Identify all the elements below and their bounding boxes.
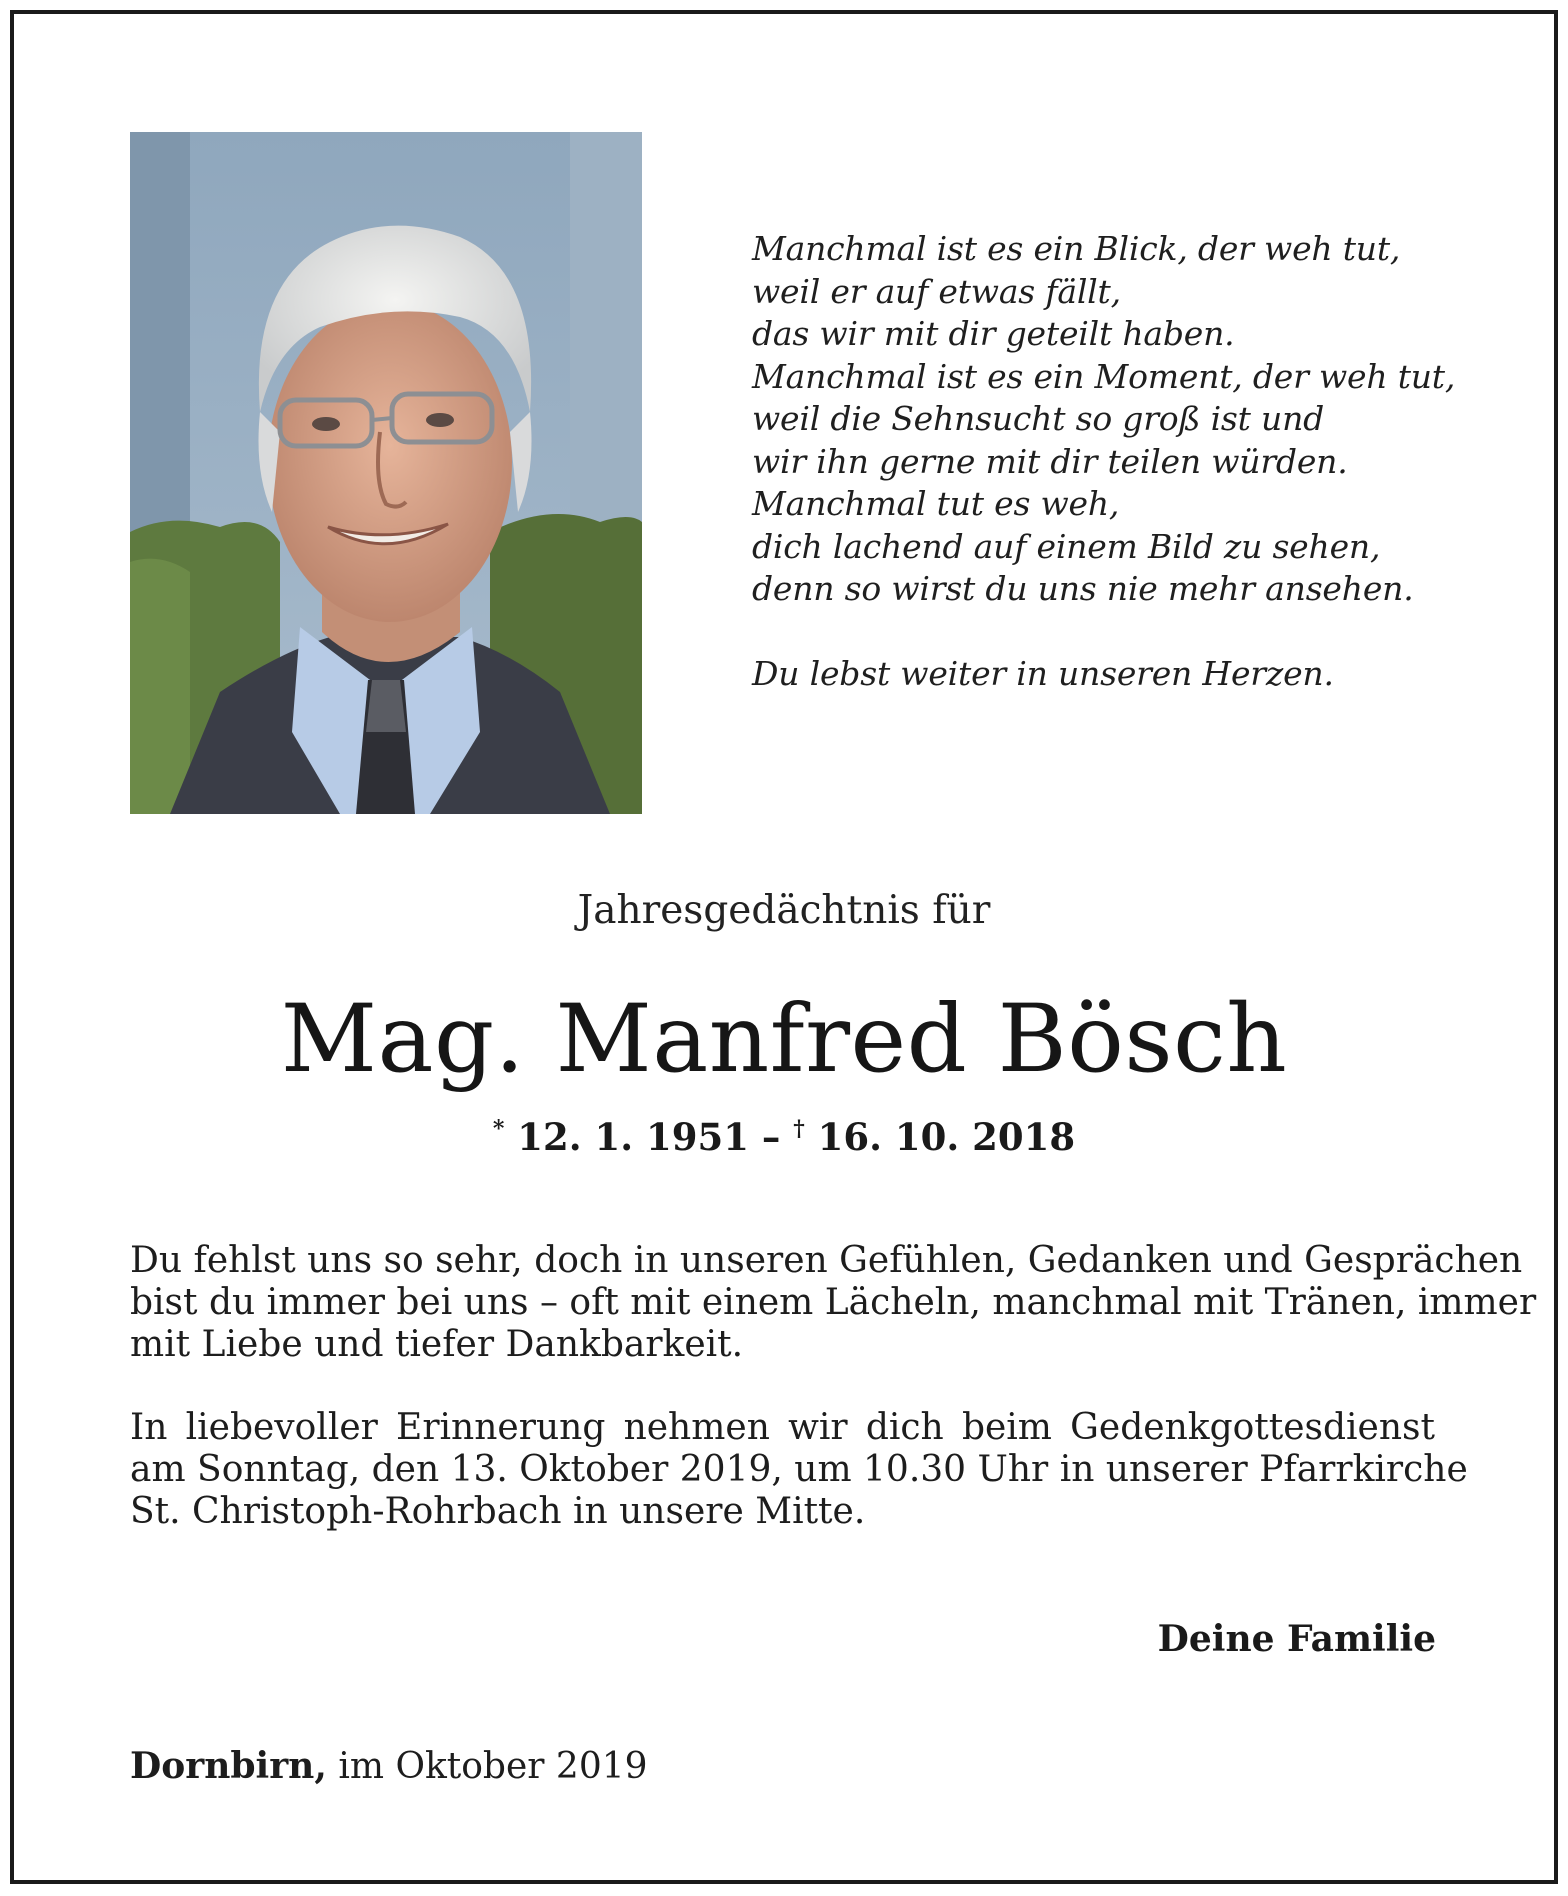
poem: [752, 228, 1456, 695]
poem-closing: Du lebst weiter in unseren Herzen.: [752, 653, 1334, 693]
place-month: im Oktober 2019: [338, 1746, 648, 1787]
paragraph-line: Du fehlst uns so sehr, doch in unseren Gefühlen, Gedanken und Gesprächen: [130, 1240, 1523, 1281]
paragraph-line: St. Christoph-Rohrbach in unsere Mitte.: [130, 1491, 866, 1532]
memorial-intro: Jahresgedächtnis für: [577, 888, 991, 933]
place-date: [130, 1745, 648, 1787]
death-date: 16. 10. 2018: [817, 1115, 1076, 1159]
poem-line: das wir mit dir geteilt haben.: [752, 314, 1235, 353]
poem-line: weil er auf etwas fällt,: [752, 271, 1121, 311]
life-dates: [0, 1115, 1568, 1159]
portrait-photo: [130, 132, 642, 814]
place-city: Dornbirn,: [130, 1745, 327, 1787]
poem-line: Manchmal tut es weh,: [752, 484, 1120, 523]
signature: Deine Familie: [1157, 1618, 1436, 1660]
poem-line: Manchmal ist es ein Blick, der weh tut,: [752, 229, 1401, 268]
portrait-image: [130, 132, 642, 814]
birth-date: 12. 1. 1951: [517, 1115, 749, 1159]
poem-line: wir ihn gerne mit dir teilen würden.: [752, 441, 1348, 481]
deceased-name: Mag. Manfred Bösch: [280, 985, 1288, 1094]
paragraph-line: am Sonntag, den 13. Oktober 2019, um 10.30 Uhr in unserer Pfarrkirche: [130, 1449, 1468, 1490]
poem-line: denn so wirst du uns nie mehr ansehen.: [752, 569, 1414, 608]
paragraph-line: In liebevoller Erinnerung nehmen wir dich beim Gedenkgottesdienst: [130, 1407, 1435, 1448]
poem-line: Manchmal ist es ein Moment, der weh tut,: [752, 356, 1456, 396]
birth-symbol: *: [492, 1116, 505, 1142]
date-separator: –: [761, 1115, 781, 1159]
remembrance-paragraph: [130, 1240, 1537, 1366]
paragraph-line: bist du immer bei uns – oft mit einem Lächeln, manchmal mit Tränen, immer: [130, 1282, 1537, 1323]
death-symbol: †: [793, 1116, 805, 1142]
service-paragraph: [130, 1407, 1468, 1533]
paragraph-line: mit Liebe und tiefer Dankbarkeit.: [130, 1324, 744, 1365]
poem-line: weil die Sehnsucht so groß ist und: [752, 399, 1325, 438]
poem-line: dich lachend auf einem Bild zu sehen,: [752, 526, 1381, 566]
